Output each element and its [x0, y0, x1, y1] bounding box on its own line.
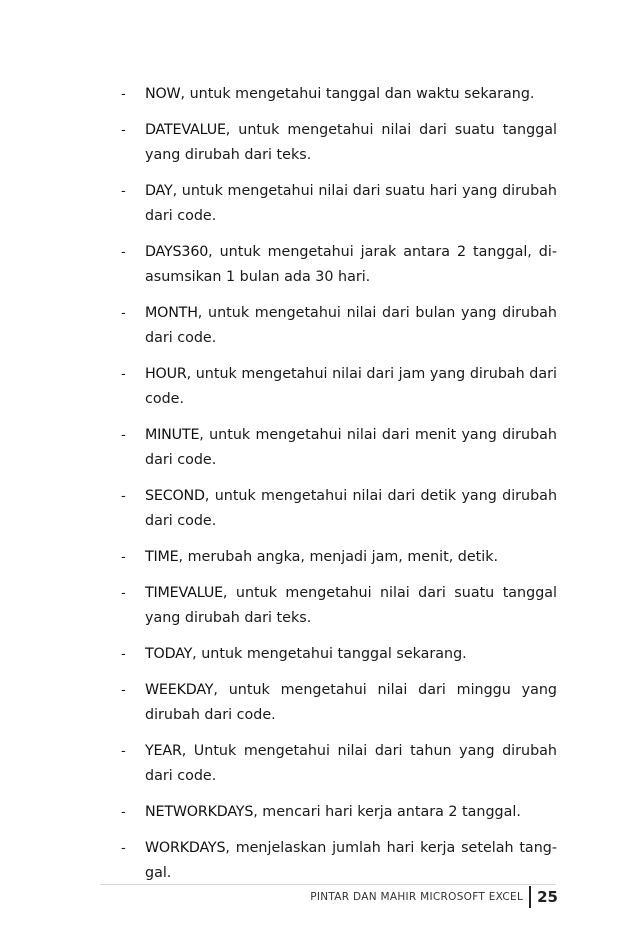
- function-name: DAYS360: [145, 244, 209, 260]
- list-item-weekday: [121, 678, 557, 728]
- list-dash: -: [121, 428, 126, 443]
- function-name: TODAY: [145, 646, 193, 662]
- function-name: NOW: [145, 86, 181, 102]
- list-item-day: [121, 179, 557, 229]
- function-description: , untuk mengetahui nilai dari bulan yang dirubah dari code.: [145, 305, 557, 346]
- list-item-timevalue: [121, 581, 557, 631]
- function-name: HOUR: [145, 366, 187, 382]
- function-description: , Untuk mengetahui nilai dari tahun yang dirubah dari code.: [145, 743, 557, 784]
- list-item-second: [121, 484, 557, 534]
- page-number: 25: [537, 888, 558, 906]
- list-dash: -: [121, 367, 126, 382]
- footer-separator: [529, 886, 531, 908]
- list-item-days360: [121, 240, 557, 290]
- function-description: , untuk mengetahui nilai dari suatu hari yang dirubah dari code.: [145, 183, 557, 224]
- list-item-datevalue: [121, 118, 557, 168]
- list-item-today: [121, 642, 557, 667]
- list-dash: -: [121, 805, 126, 820]
- function-name: MINUTE: [145, 427, 200, 443]
- list-dash: -: [121, 586, 126, 601]
- list-dash: -: [121, 744, 126, 759]
- function-name: TIMEVALUE: [145, 585, 223, 601]
- function-name: WORKDAYS: [145, 840, 226, 856]
- function-description: , untuk mengetahui tanggal dan waktu sekarang.: [180, 86, 535, 102]
- function-description: , mencari hari kerja antara 2 tanggal.: [253, 804, 521, 820]
- list-dash: -: [121, 683, 126, 698]
- list-item-networkdays: [121, 800, 557, 825]
- list-dash: -: [121, 184, 126, 199]
- function-description: , untuk mengetahui nilai dari detik yang dirubah dari code.: [145, 488, 557, 529]
- function-name: MONTH: [145, 305, 198, 321]
- list-dash: -: [121, 550, 126, 565]
- list-item-hour: [121, 362, 557, 412]
- function-list: [121, 82, 557, 897]
- list-item-minute: [121, 423, 557, 473]
- list-dash: -: [121, 306, 126, 321]
- function-description: , untuk mengetahui jarak antara 2 tanggal, di-asumsikan 1 bulan ada 30 hari.: [145, 244, 557, 285]
- function-description: , untuk mengetahui nilai dari suatu tanggal yang dirubah dari teks.: [145, 122, 557, 163]
- list-dash: -: [121, 123, 126, 138]
- function-description: , untuk mengetahui nilai dari minggu yang dirubah dari code.: [145, 682, 557, 723]
- page-footer: [310, 886, 558, 908]
- list-item-year: [121, 739, 557, 789]
- function-name: WEEKDAY: [145, 682, 214, 698]
- footer-divider: [100, 884, 556, 885]
- list-item-month: [121, 301, 557, 351]
- list-item-workdays: [121, 836, 557, 886]
- function-description: , untuk mengetahui tanggal sekarang.: [192, 646, 467, 662]
- list-dash: -: [121, 841, 126, 856]
- function-description: , untuk mengetahui nilai dari jam yang dirubah dari code.: [145, 366, 557, 407]
- list-dash: -: [121, 647, 126, 662]
- function-description: , untuk mengetahui nilai dari suatu tanggal yang dirubah dari teks.: [145, 585, 557, 626]
- function-name: SECOND: [145, 488, 205, 504]
- list-item-now: [121, 82, 557, 107]
- list-item-time: [121, 545, 557, 570]
- function-name: DATEVALUE: [145, 122, 226, 138]
- function-name: NETWORKDAYS: [145, 804, 254, 820]
- book-title: PINTAR DAN MAHIR MICROSOFT EXCEL: [310, 891, 524, 903]
- function-name: DAY: [145, 183, 173, 199]
- list-dash: -: [121, 489, 126, 504]
- function-name: TIME: [145, 549, 179, 565]
- function-description: , merubah angka, menjadi jam, menit, detik.: [178, 549, 499, 565]
- function-name: YEAR: [145, 743, 182, 759]
- list-dash: -: [121, 245, 126, 260]
- list-dash: -: [121, 87, 126, 102]
- function-description: , untuk mengetahui nilai dari menit yang dirubah dari code.: [145, 427, 557, 468]
- function-description: , menjelaskan jumlah hari kerja setelah tang-gal.: [145, 840, 557, 881]
